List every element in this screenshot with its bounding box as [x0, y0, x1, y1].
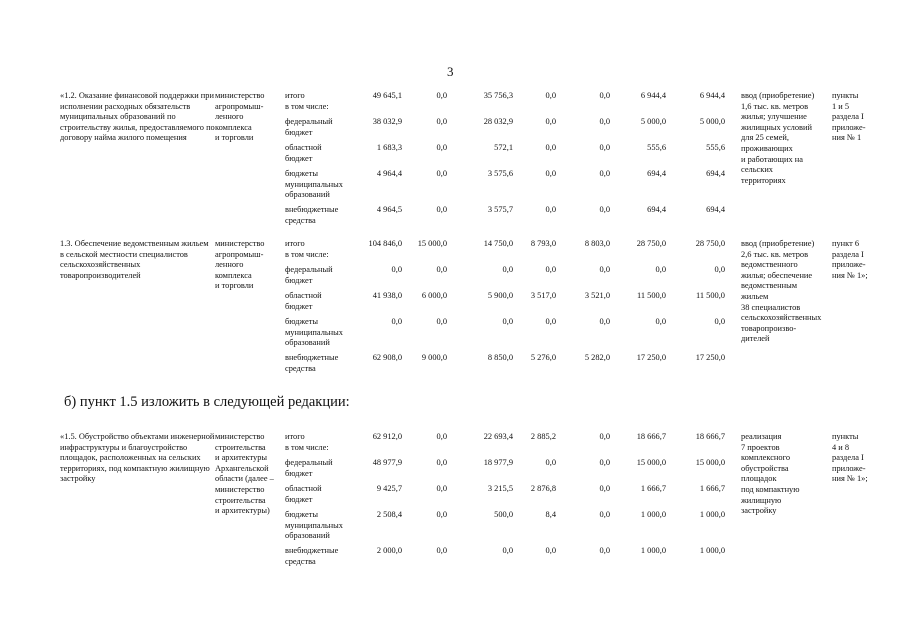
funding-value: 500,0 — [494, 510, 513, 519]
measure-result: ввод (приобретение) 2,6 тыс. кв. метров ведомственного жилья; обеспечение ведомственным жильем 38 специалистов сельскохозяйственных товаропроизво- дителей — [741, 239, 822, 344]
funding-source-label: областной бюджет — [285, 143, 322, 163]
funding-value: 0,0 — [545, 143, 556, 152]
measure-name: 1.3. Обеспечение ведомственным жильем в сельской местности специалистов сельскохозяйственных товаропроизводителей — [60, 239, 209, 280]
funding-value: 0,0 — [436, 205, 447, 214]
funding-value: 0,0 — [391, 265, 402, 274]
funding-value: 49 645,1 — [372, 91, 402, 100]
funding-value: 0,0 — [655, 265, 666, 274]
funding-value: 0,0 — [436, 458, 447, 467]
funding-value: 3 575,6 — [487, 169, 513, 178]
funding-value: 5 282,0 — [584, 353, 610, 362]
funding-value: 2 000,0 — [376, 546, 402, 555]
funding-value: 2 885,2 — [530, 432, 556, 441]
funding-source-label: внебюджетные средства — [285, 353, 339, 373]
funding-value: 41 938,0 — [372, 291, 402, 300]
funding-value: 0,0 — [545, 458, 556, 467]
funding-value: 0,0 — [599, 484, 610, 493]
funding-value: 0,0 — [599, 205, 610, 214]
funding-value: 5 900,0 — [487, 291, 513, 300]
funding-value: 694,4 — [647, 205, 666, 214]
funding-value: 38 032,9 — [372, 117, 402, 126]
funding-value: 0,0 — [391, 317, 402, 326]
funding-value: 0,0 — [545, 265, 556, 274]
funding-value: 9 425,7 — [376, 484, 402, 493]
funding-value: 694,4 — [706, 205, 725, 214]
funding-value: 2 876,8 — [530, 484, 556, 493]
funding-value: 3 521,0 — [584, 291, 610, 300]
page-number: 3 — [447, 64, 454, 79]
funding-value: 6 000,0 — [421, 291, 447, 300]
funding-value: 0,0 — [502, 265, 513, 274]
funding-source-label: внебюджетные средства — [285, 205, 339, 225]
funding-value: 8 850,0 — [487, 353, 513, 362]
funding-value: 6 944,4 — [699, 91, 725, 100]
funding-value: 35 756,3 — [483, 91, 513, 100]
funding-value: 0,0 — [502, 546, 513, 555]
funding-value: 0,0 — [599, 169, 610, 178]
funding-value: 0,0 — [502, 317, 513, 326]
funding-value: 14 750,0 — [483, 239, 513, 248]
funding-source-label: внебюджетные средства — [285, 546, 339, 566]
funding-value: 0,0 — [714, 265, 725, 274]
funding-value: 15 000,0 — [417, 239, 447, 248]
funding-value: 0,0 — [599, 265, 610, 274]
funding-value: 0,0 — [436, 143, 447, 152]
funding-value: 0,0 — [599, 546, 610, 555]
funding-value: 5 000,0 — [699, 117, 725, 126]
measure-executor: министерство строительства и архитектуры Архангельской области (далее – министерство строительства и архитектуры) — [215, 432, 274, 516]
funding-value: 8 803,0 — [584, 239, 610, 248]
funding-value: 694,4 — [706, 169, 725, 178]
funding-value: 1 666,7 — [699, 484, 725, 493]
funding-value: 0,0 — [714, 317, 725, 326]
funding-value: 104 846,0 — [368, 239, 402, 248]
funding-value: 0,0 — [655, 317, 666, 326]
funding-value: 5 000,0 — [640, 117, 666, 126]
funding-value: 18 666,7 — [636, 432, 666, 441]
funding-value: 0,0 — [599, 510, 610, 519]
funding-value: 1 683,3 — [376, 143, 402, 152]
funding-value: 1 000,0 — [699, 510, 725, 519]
funding-value: 6 944,4 — [640, 91, 666, 100]
funding-value: 1 000,0 — [640, 510, 666, 519]
funding-value: 0,0 — [599, 317, 610, 326]
funding-value: 8 793,0 — [530, 239, 556, 248]
funding-value: 15 000,0 — [695, 458, 725, 467]
funding-value: 8,4 — [545, 510, 556, 519]
funding-value: 62 908,0 — [372, 353, 402, 362]
funding-value: 0,0 — [436, 91, 447, 100]
funding-value: 17 250,0 — [695, 353, 725, 362]
funding-value: 0,0 — [436, 265, 447, 274]
funding-value: 0,0 — [599, 143, 610, 152]
funding-value: 3 215,5 — [487, 484, 513, 493]
funding-value: 694,4 — [647, 169, 666, 178]
funding-value: 4 964,5 — [376, 205, 402, 214]
funding-value: 0,0 — [436, 546, 447, 555]
funding-value: 11 500,0 — [695, 291, 725, 300]
funding-source-label: федеральный бюджет — [285, 265, 333, 285]
funding-source-label: итого в том числе: — [285, 91, 329, 111]
funding-value: 0,0 — [545, 117, 556, 126]
funding-value: 28 032,9 — [483, 117, 513, 126]
funding-source-label: областной бюджет — [285, 291, 322, 311]
funding-value: 0,0 — [545, 205, 556, 214]
funding-value: 0,0 — [436, 484, 447, 493]
funding-value: 22 693,4 — [483, 432, 513, 441]
funding-value: 17 250,0 — [636, 353, 666, 362]
funding-value: 0,0 — [436, 117, 447, 126]
funding-value: 1 666,7 — [640, 484, 666, 493]
funding-source-label: бюджеты муниципальных образований — [285, 317, 343, 348]
funding-value: 18 977,9 — [483, 458, 513, 467]
funding-value: 0,0 — [545, 91, 556, 100]
funding-value: 572,1 — [494, 143, 513, 152]
funding-value: 0,0 — [599, 91, 610, 100]
funding-source-label: бюджеты муниципальных образований — [285, 169, 343, 200]
funding-value: 5 276,0 — [530, 353, 556, 362]
funding-source-label: федеральный бюджет — [285, 458, 333, 478]
funding-value: 9 000,0 — [421, 353, 447, 362]
funding-value: 48 977,9 — [372, 458, 402, 467]
measure-name: «1.2. Оказание финансовой поддержки при исполнении расходных обязательств муниципальных образований по строительству жилья, предоставляемого по договору найма жилого помещения — [60, 91, 215, 143]
measure-result: реализация 7 проектов комплексного обустройства площадок под компактную жилищную застройку — [741, 432, 800, 516]
funding-source-label: итого в том числе: — [285, 432, 329, 452]
funding-value: 0,0 — [599, 117, 610, 126]
funding-value: 0,0 — [545, 317, 556, 326]
funding-source-label: областной бюджет — [285, 484, 322, 504]
funding-value: 11 500,0 — [636, 291, 666, 300]
measure-reference: пункты 4 и 8 раздела I приложе- ния № 1»; — [832, 432, 868, 484]
funding-value: 62 912,0 — [372, 432, 402, 441]
funding-value: 3 517,0 — [530, 291, 556, 300]
funding-source-label: федеральный бюджет — [285, 117, 333, 137]
funding-value: 555,6 — [706, 143, 725, 152]
funding-value: 18 666,7 — [695, 432, 725, 441]
funding-value: 0,0 — [436, 317, 447, 326]
funding-value: 0,0 — [599, 458, 610, 467]
funding-value: 15 000,0 — [636, 458, 666, 467]
measure-result: ввод (приобретение) 1,6 тыс. кв. метров жилья; улучшение жилищных условий для 25 семей, проживающих и работающих на сельских территориях — [741, 91, 815, 185]
measure-reference: пункт 6 раздела I приложе- ния № 1»; — [832, 239, 868, 280]
funding-value: 2 508,4 — [376, 510, 402, 519]
funding-value: 0,0 — [545, 169, 556, 178]
amendment-heading: б) пункт 1.5 изложить в следующей редакции: — [64, 394, 350, 410]
funding-source-label: бюджеты муниципальных образований — [285, 510, 343, 541]
funding-value: 28 750,0 — [695, 239, 725, 248]
measure-name: «1.5. Обустройство объектами инженерной инфраструктуры и благоустройство площадок, расположенных на сельских территориях, под компактную жилищную застройку — [60, 432, 215, 484]
funding-value: 0,0 — [545, 546, 556, 555]
funding-value: 28 750,0 — [636, 239, 666, 248]
funding-value: 1 000,0 — [640, 546, 666, 555]
funding-value: 0,0 — [436, 432, 447, 441]
funding-source-label: итого в том числе: — [285, 239, 329, 259]
funding-value: 0,0 — [599, 432, 610, 441]
measure-executor: министерство агропромыш- ленного комплекса и торговли — [215, 91, 265, 143]
funding-value: 4 964,4 — [376, 169, 402, 178]
funding-value: 555,6 — [647, 143, 666, 152]
funding-value: 3 575,7 — [487, 205, 513, 214]
funding-value: 1 000,0 — [699, 546, 725, 555]
measure-reference: пункты 1 и 5 раздела I приложе- ния № 1 — [832, 91, 866, 143]
funding-value: 0,0 — [436, 169, 447, 178]
measure-executor: министерство агропромыш- ленного комплекса и торговли — [215, 239, 265, 291]
funding-value: 0,0 — [436, 510, 447, 519]
